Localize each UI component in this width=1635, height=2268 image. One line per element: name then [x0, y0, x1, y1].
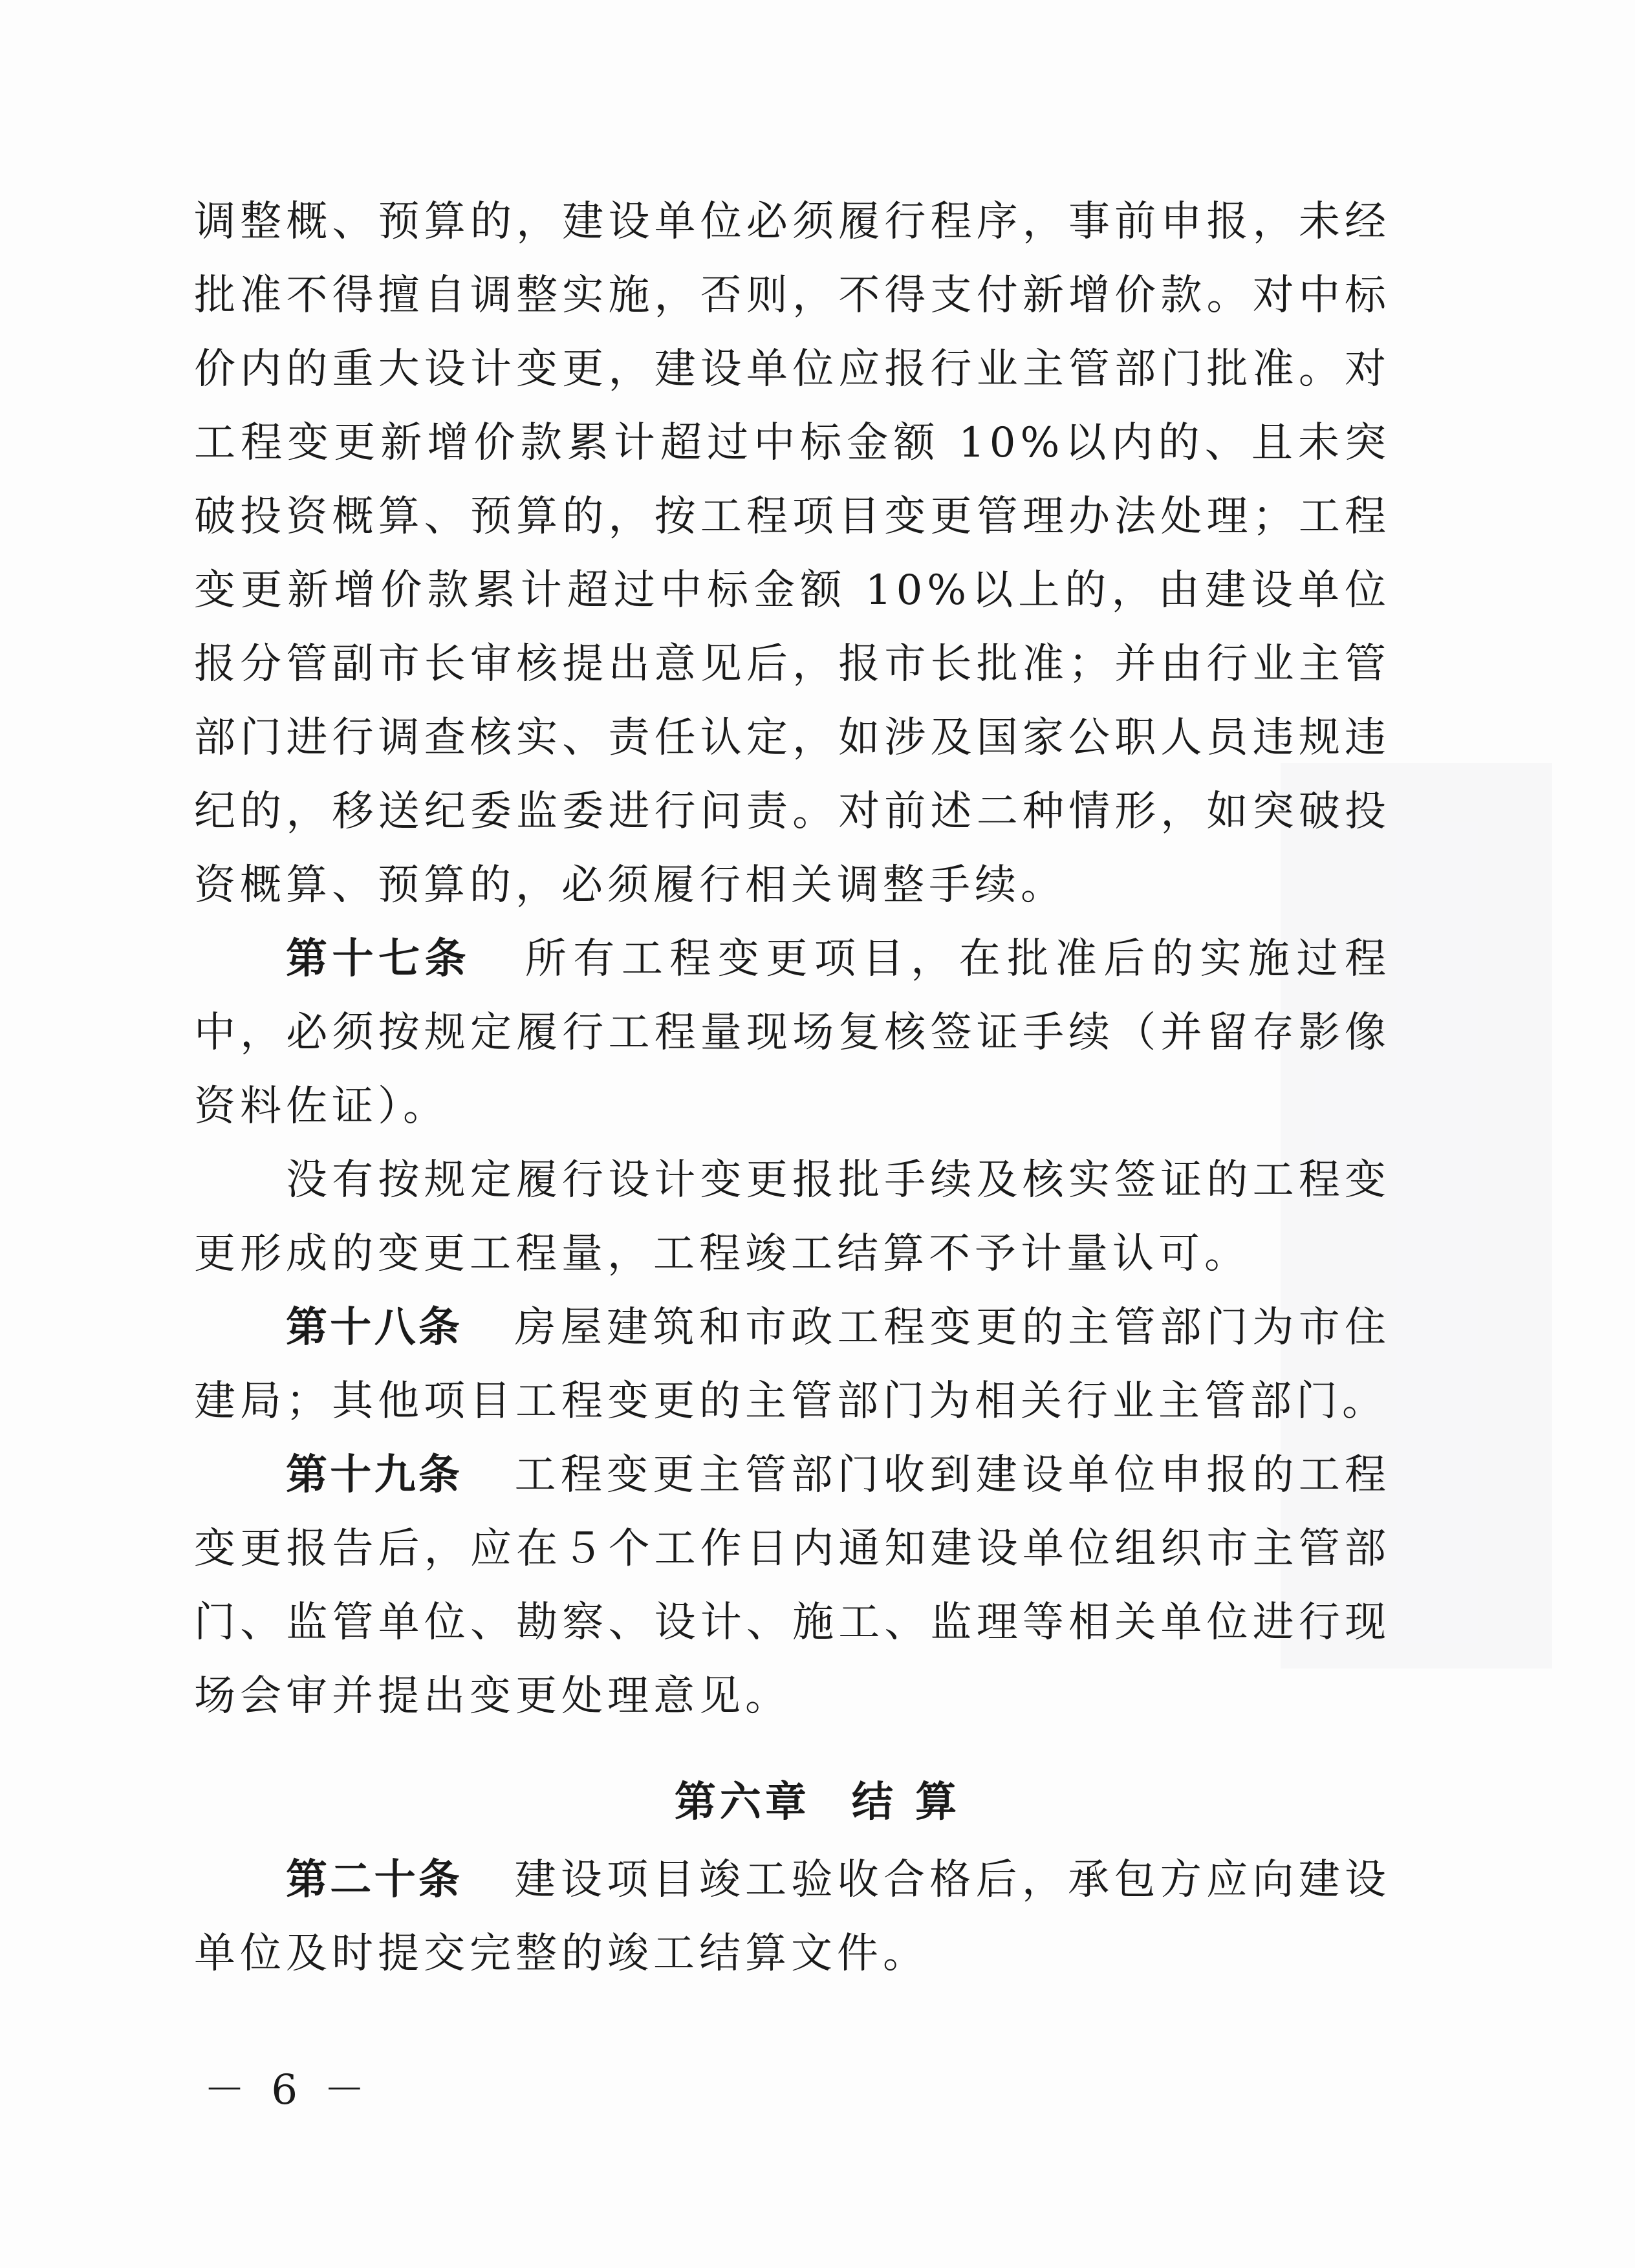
paragraph-continuation: [194, 185, 1391, 922]
paragraph-text: 调整概、预算的，建设单位必须履行程序，事前申报，未经批准不得擅自调整实施，否则，不得支付新增价款。对中标价内的重大设计变更，建设单位应报行业主管部门批准。对工程变更新增价款累计超过中标金额 10%以内的、且未突破投资概算、预算的，按工程项目变更管理办法处理；工程变更新增价款累计超过中标金额 10%以上的，由建设单位报分管副市长审核提出意见后，报市长批准；并由行业主管部门进行调查核实、责任认定，如涉及国家公职人员违规违纪的，移送纪委监委进行问责。对前述二种情形，如突破投资概算、预算的，必须履行相关调整手续。: [194, 198, 1391, 909]
paragraph-text: 房屋建筑和市政工程变更的主管部门为市住建局；其他项目工程变更的主管部门为相关行业主管部门。: [194, 1304, 1391, 1425]
paragraph-text: 没有按规定履行设计变更报批手续及核实签证的工程变更形成的变更工程量，工程竣工结算不予计量认可。: [194, 1156, 1391, 1278]
body-text-lower: [194, 1843, 1391, 1991]
article-number: 第十九条: [286, 1451, 463, 1499]
article-number: 第二十条: [286, 1856, 463, 1904]
page-number: － 6 －: [204, 2066, 372, 2114]
paragraph-text: 所有工程变更项目，在批准后的实施过程中，必须按规定履行工程量现场复核签证手续（并留存影像资料佐证）。: [194, 935, 1391, 1130]
paragraph-unapproved-changes: [194, 1143, 1391, 1291]
article-number: 第十七条: [286, 935, 471, 983]
chapter-heading: [0, 1769, 1635, 1828]
paragraph-text: 建设项目竣工验收合格后，承包方应向建设单位及时提交完整的竣工结算文件。: [194, 1856, 1391, 1978]
article-number: 第十八条: [286, 1304, 463, 1352]
paragraph-article-18: [194, 1291, 1391, 1438]
chapter-title: 结 算: [851, 1778, 961, 1826]
chapter-number: 第六章: [674, 1778, 810, 1826]
paragraph-article-17: [194, 922, 1391, 1143]
paragraph-text: 工程变更主管部门收到建设单位申报的工程变更报告后，应在５个工作日内通知建设单位组织市主管部门、监管单位、勘察、设计、施工、监理等相关单位进行现场会审并提出变更处理意见。: [194, 1451, 1391, 1720]
paragraph-article-19: [194, 1438, 1391, 1733]
paragraph-article-20: [194, 1843, 1391, 1991]
body-text-upper: [194, 185, 1391, 1733]
